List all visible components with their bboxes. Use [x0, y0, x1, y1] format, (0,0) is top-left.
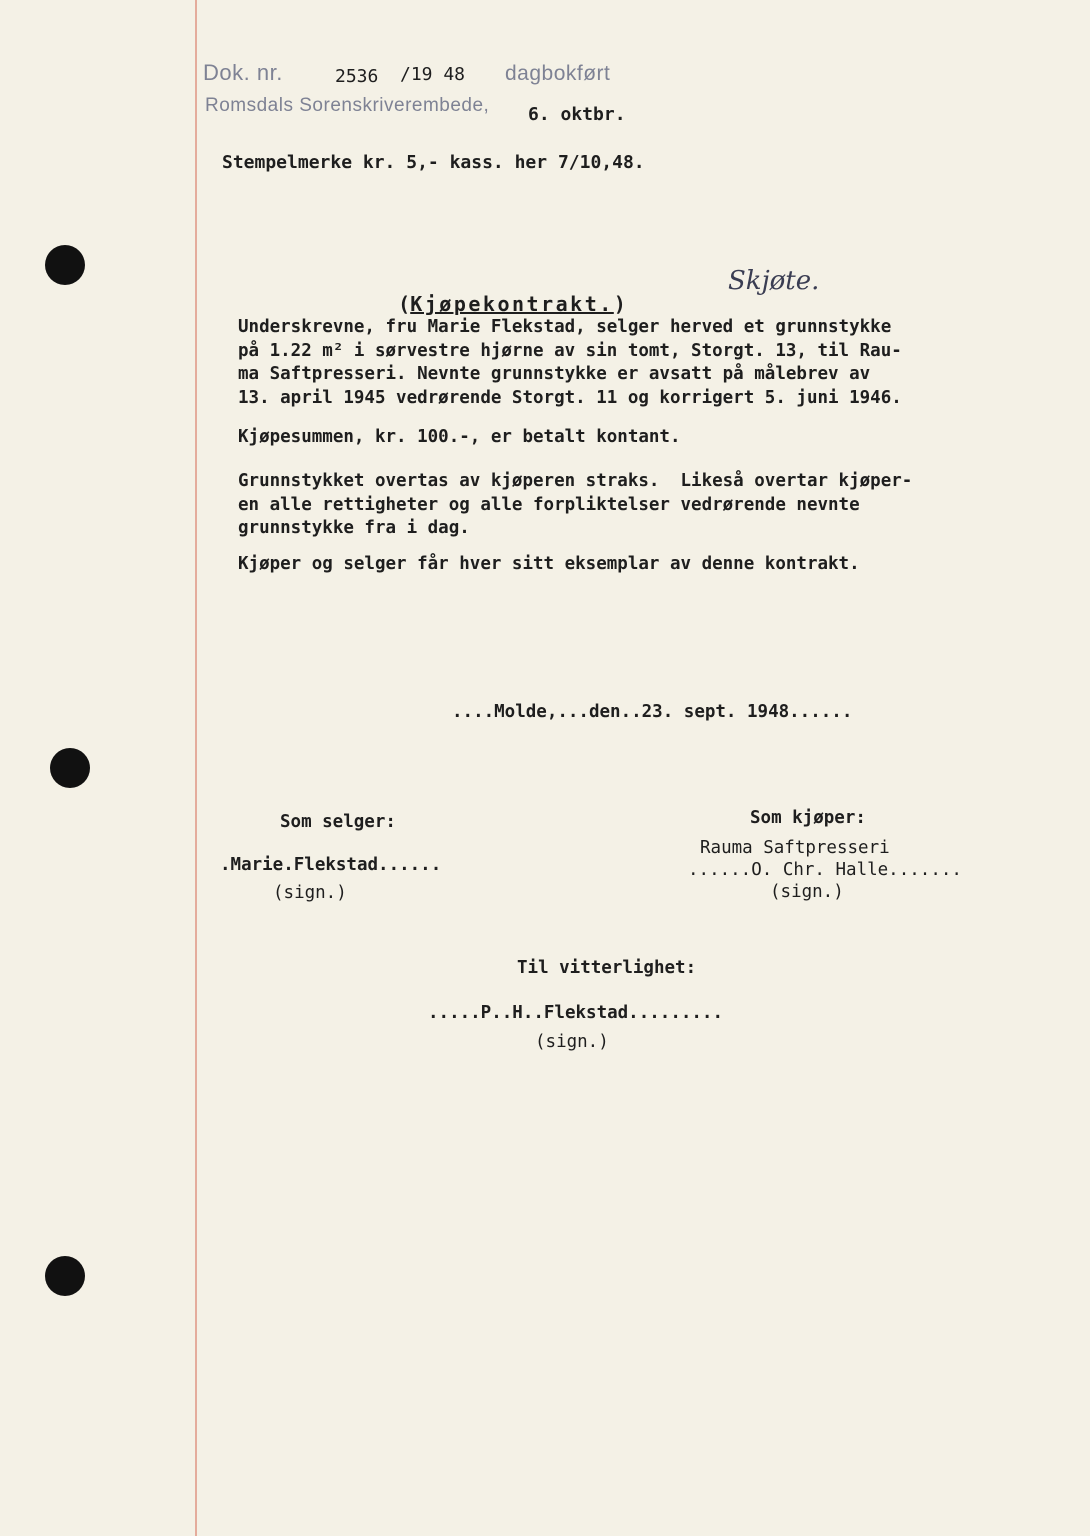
seller-heading: Som selger:: [280, 812, 396, 832]
paragraph-4: [238, 553, 1058, 577]
place-date: ....Molde,...den..23. sept. 1948......: [452, 702, 853, 722]
punch-hole: [45, 1256, 85, 1296]
paragraph-2: [238, 426, 1058, 450]
office-stamp: Romsdals Sorenskriverembede,: [205, 95, 490, 116]
stamp-line: Stempelmerke kr. 5,- kass. her 7/10,48.: [222, 152, 645, 173]
punch-hole: [50, 748, 90, 788]
buyer-heading: Som kjøper:: [750, 808, 866, 828]
header-date: 6. oktbr.: [528, 104, 626, 125]
doc-number: 2536: [335, 66, 379, 87]
margin-line: [195, 0, 197, 1536]
doc-year: /19 48: [400, 64, 466, 85]
text-line: Kjøper og selger får hver sitt eksemplar av denne kontrakt.: [238, 554, 860, 574]
text-line: ma Saftpresseri. Nevnte grunnstykke er avsatt på målebrev av: [238, 364, 871, 384]
doc-label: Dok. nr.: [203, 60, 283, 85]
text-line: grunnstykke fra i dag.: [238, 518, 470, 538]
buyer-company: Rauma Saftpresseri: [700, 838, 890, 858]
text-line: Kjøpesummen, kr. 100.-, er betalt kontant.: [238, 427, 681, 447]
paragraph-1: [238, 316, 1058, 410]
title-open-paren: (: [398, 292, 411, 316]
handwritten-title: Skjøte.: [728, 266, 820, 296]
punch-hole: [45, 245, 85, 285]
witness-heading: Til vitterlighet:: [517, 958, 697, 978]
title-text: Kjøpekontrakt.: [410, 292, 614, 316]
doc-stamp-suffix: dagbokført: [505, 62, 611, 85]
buyer-name: ......O. Chr. Halle.......: [688, 860, 962, 880]
text-line: en alle rettigheter og alle forpliktelser vedrørende nevnte: [238, 494, 860, 515]
witness-name: .....P..H..Flekstad.........: [428, 1003, 724, 1023]
text-line: Underskrevne, fru Marie Flekstad, selger herved et grunnstykke: [238, 317, 892, 337]
buyer-sign: (sign.): [770, 882, 844, 902]
witness-sign: (sign.): [535, 1032, 609, 1052]
paragraph-3: [238, 470, 1058, 541]
seller-sign: (sign.): [273, 883, 347, 903]
text-line: på 1.22 m² i sørvestre hjørne av sin tomt, Storgt. 13, til Rau-: [238, 340, 902, 361]
text-line: Grunnstykket overtas av kjøperen straks. Likeså overtar kjøper-: [238, 471, 913, 491]
title-close-paren: ): [613, 292, 626, 316]
seller-name: .Marie.Flekstad......: [220, 855, 442, 875]
text-line: 13. april 1945 vedrørende Storgt. 11 og korrigert 5. juni 1946.: [238, 387, 902, 408]
